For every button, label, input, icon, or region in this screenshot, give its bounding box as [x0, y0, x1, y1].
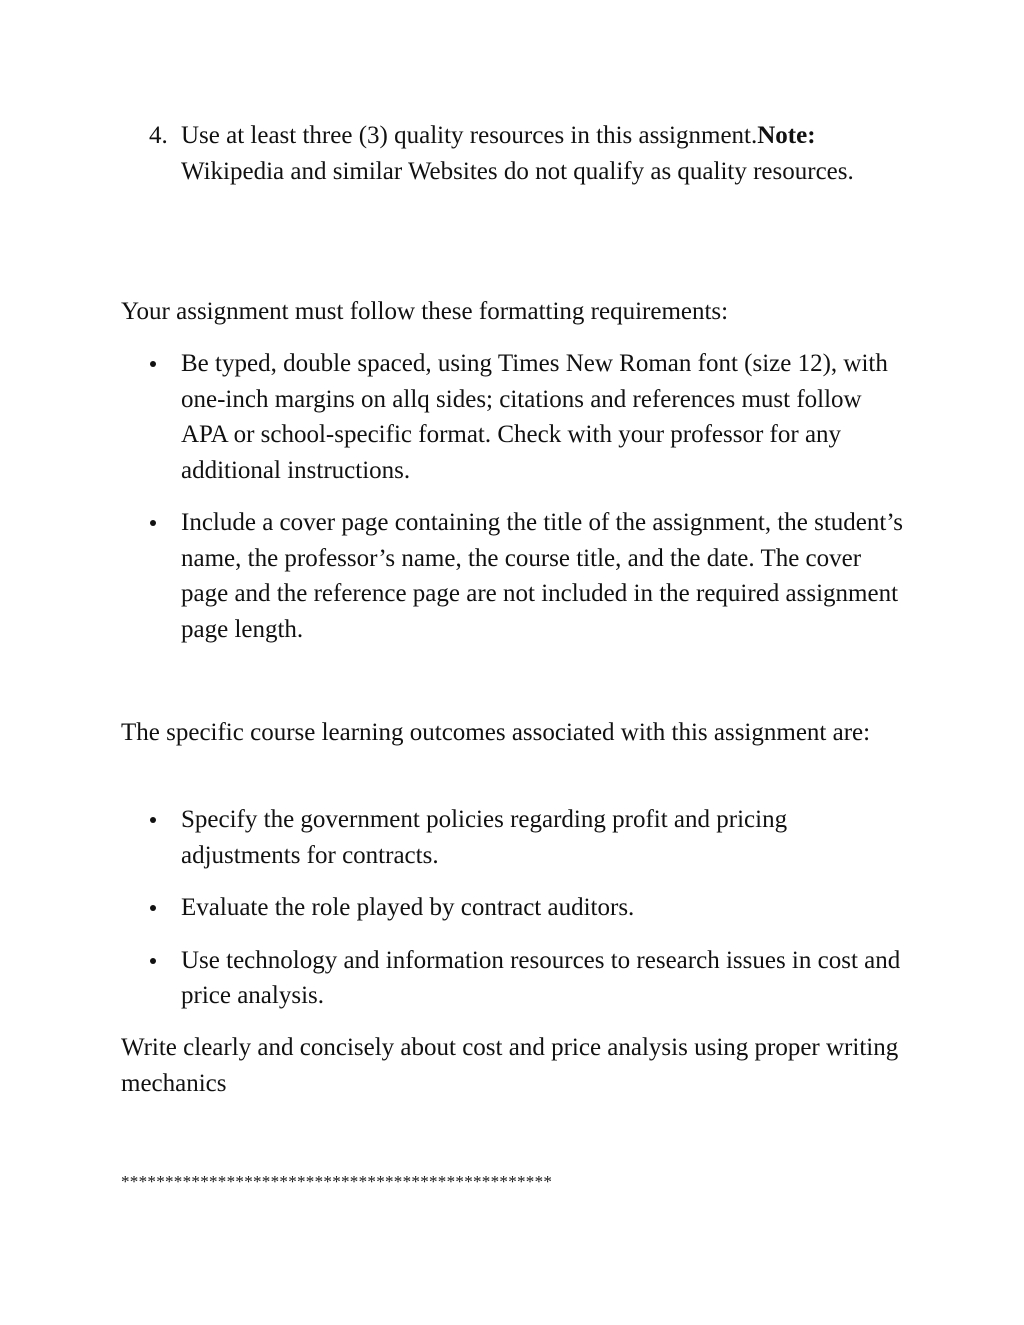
formatting-list	[121, 346, 911, 664]
list-item	[121, 943, 911, 1014]
list-item-text: Be typed, double spaced, using Times New Roman font (size 12), with one-inch margins on allq sides; citations and references must follow APA or school-specific format. Check with your professor for any additional instructions.	[181, 350, 888, 484]
list-number: 4.	[149, 122, 168, 149]
list-item-text: Specify the government policies regarding profit and pricing adjustments for contracts.	[181, 806, 788, 869]
list-item	[121, 346, 911, 488]
separator-line: *************************************************	[121, 1172, 553, 1191]
note-text: Wikipedia and similar Websites do not qualify as quality resources.	[181, 157, 854, 185]
bullet-icon	[150, 361, 156, 367]
list-item	[121, 890, 911, 926]
closing-text: Write clearly and concisely about cost and price analysis using proper writing mechanics	[121, 1034, 899, 1097]
list-item-text: Include a cover page containing the title of the assignment, the student’s name, the professor’s name, the course title, and the date. The cover page and the reference page are not included in the required assignment page length.	[181, 509, 904, 643]
bullet-icon	[150, 958, 156, 964]
bullet-icon	[150, 905, 156, 911]
outcomes-list	[121, 802, 911, 1031]
list-item-text: Evaluate the role played by contract auditors.	[181, 894, 635, 921]
bullet-icon	[150, 520, 156, 526]
numbered-item-4	[121, 118, 901, 189]
list-item	[121, 505, 911, 647]
numbered-item-text	[181, 118, 901, 189]
list-item	[121, 802, 911, 873]
bullet-icon	[150, 817, 156, 823]
resource-requirement-text: Use at least three (3) quality resources in this assignment.	[181, 122, 758, 149]
outcomes-intro: The specific course learning outcomes associated with this assignment are:	[121, 719, 871, 746]
note-label: Note:	[757, 122, 816, 149]
list-item-text: Use technology and information resources to research issues in cost and price analysis.	[181, 946, 901, 1009]
formatting-intro: Your assignment must follow these formatting requirements:	[121, 298, 729, 325]
